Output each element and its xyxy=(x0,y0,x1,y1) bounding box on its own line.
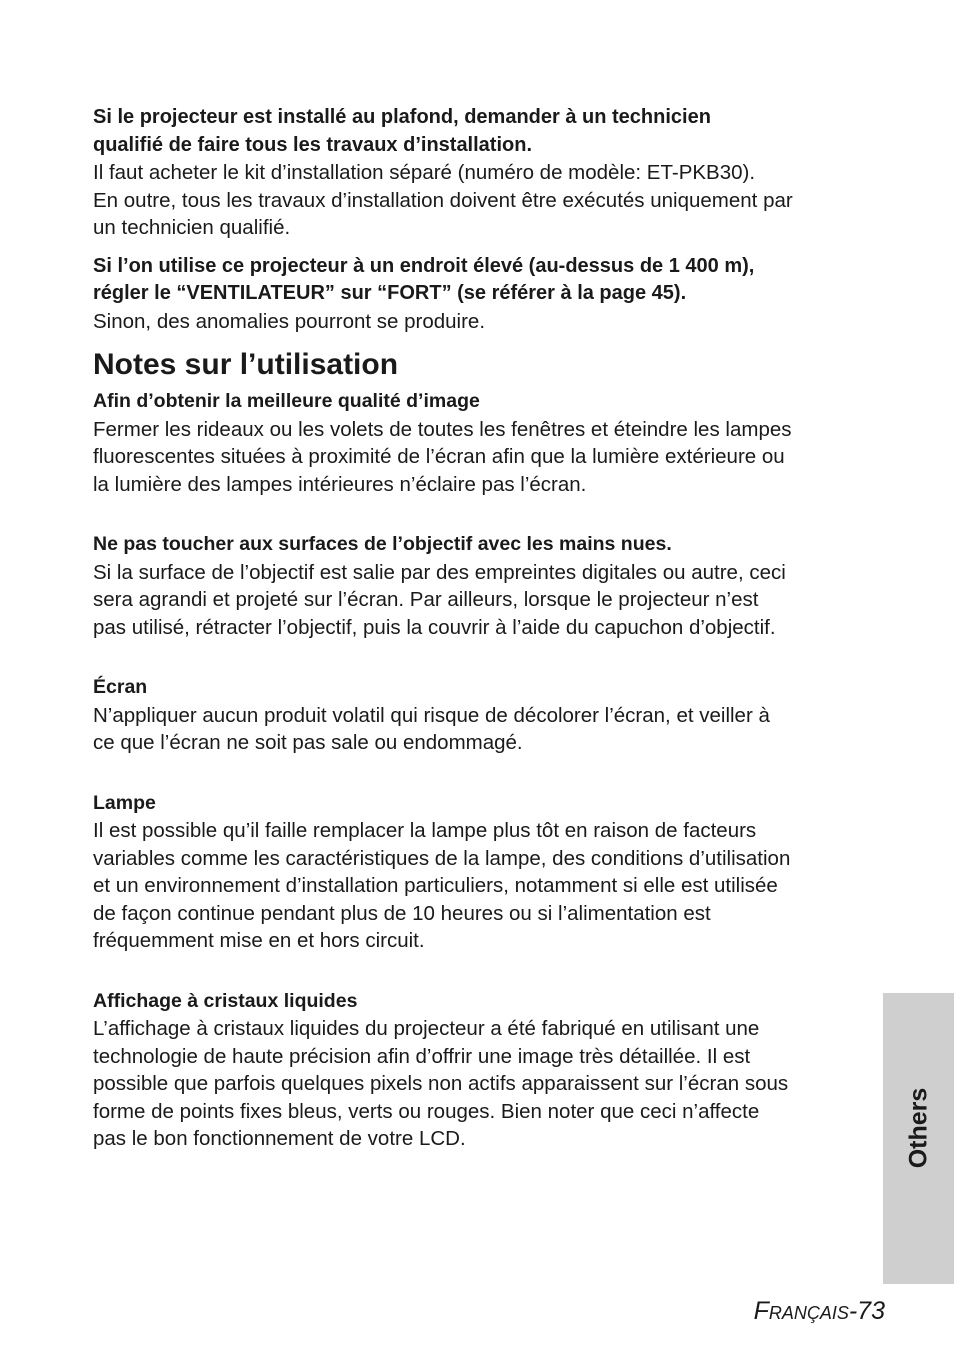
warning-bold-line: Si le projecteur est installé au plafond, demander à un technicien xyxy=(93,106,711,128)
note-heading: Ne pas toucher aux surfaces de l’objectif avec les mains nues. xyxy=(93,533,672,555)
note-line: fréquemment mise en et hors circuit. xyxy=(93,929,425,952)
warning-bold-line: qualifié de faire tous les travaux d’installation. xyxy=(93,133,533,156)
note-line: fluorescentes situées à proximité de l’écran afin que la lumière extérieure ou xyxy=(93,445,785,468)
note-line: Si la surface de l’objectif est salie par des empreintes digitales ou autre, ceci xyxy=(93,560,786,584)
warning-ceiling xyxy=(93,104,878,242)
note-lens xyxy=(93,531,878,641)
warning-bold-line: régler le “VENTILATEUR” sur “FORT” (se référer à la page 45). xyxy=(93,282,687,304)
note-line: pas utilisé, rétracter l’objectif, puis la couvrir à l’aide du capuchon d’objectif. xyxy=(93,615,776,639)
note-line: ce que l’écran ne soit pas sale ou endommagé. xyxy=(93,731,523,754)
note-line: forme de points fixes bleus, verts ou rouges. Bien noter que ceci n’affecte xyxy=(93,1099,760,1123)
warning-text-line: Il faut acheter le kit d’installation séparé (numéro de modèle: ET-PKB30). xyxy=(93,161,756,184)
note-line: de façon continue pendant plus de 10 heures ou si l’alimentation est xyxy=(93,901,711,925)
section-title: Notes sur l’utilisation xyxy=(93,348,399,381)
footer-language xyxy=(754,1297,849,1325)
note-line: L’affichage à cristaux liquides du projecteur a été fabriqué en utilisant une xyxy=(93,1017,760,1040)
warning-bold-line: Si l’on utilise ce projecteur à un endroit élevé (au-dessus de 1 400 m), xyxy=(93,254,755,277)
note-line: possible que parfois quelques pixels non actifs apparaissent sur l’écran sous xyxy=(93,1072,789,1095)
note-lamp xyxy=(93,790,878,955)
footer-lang-rest: RANÇAIS xyxy=(768,1303,849,1323)
note-line: pas le bon fonctionnement de votre LCD. xyxy=(93,1127,466,1150)
note-line: Il est possible qu’il faille remplacer la lampe plus tôt en raison de facteurs xyxy=(93,819,757,842)
page-content xyxy=(93,104,878,1186)
note-line: technologie de haute précision afin d’offrir une image très détaillée. Il est xyxy=(93,1044,751,1068)
side-tab xyxy=(883,993,954,1284)
note-line: N’appliquer aucun produit volatil qui risque de décolorer l’écran, et veiller à xyxy=(93,703,770,727)
note-heading: Écran xyxy=(93,676,148,698)
warning-text-line: un technicien qualifié. xyxy=(93,216,291,239)
note-line: Fermer les rideaux ou les volets de toutes les fenêtres et éteindre les lampes xyxy=(93,417,792,441)
note-heading: Afin d’obtenir la meilleure qualité d’image xyxy=(93,390,480,412)
warning-text-line: Sinon, des anomalies pourront se produire. xyxy=(93,309,486,333)
page-footer xyxy=(754,1297,885,1326)
footer-lang-initial: F xyxy=(753,1297,769,1325)
note-line: et un environnement d’installation particuliers, notamment si elle est utilisée xyxy=(93,874,778,897)
note-heading: Lampe xyxy=(93,791,156,814)
note-screen xyxy=(93,674,878,757)
note-line: la lumière des lampes intérieures n’éclaire pas l’écran. xyxy=(93,472,587,496)
warning-altitude xyxy=(93,253,878,336)
note-line: variables comme les caractéristiques de la lampe, des conditions d’utilisation xyxy=(93,846,791,870)
note-line: sera agrandi et projeté sur l’écran. Par ailleurs, lorsque le projecteur n’est xyxy=(93,588,759,611)
note-lcd xyxy=(93,988,878,1153)
page-number: -73 xyxy=(848,1297,885,1325)
side-tab-label: Others xyxy=(904,1087,932,1169)
note-heading: Affichage à cristaux liquides xyxy=(93,989,358,1012)
note-image-quality xyxy=(93,388,878,498)
warning-text-line: En outre, tous les travaux d’installation doivent être exécutés uniquement par xyxy=(93,188,793,212)
